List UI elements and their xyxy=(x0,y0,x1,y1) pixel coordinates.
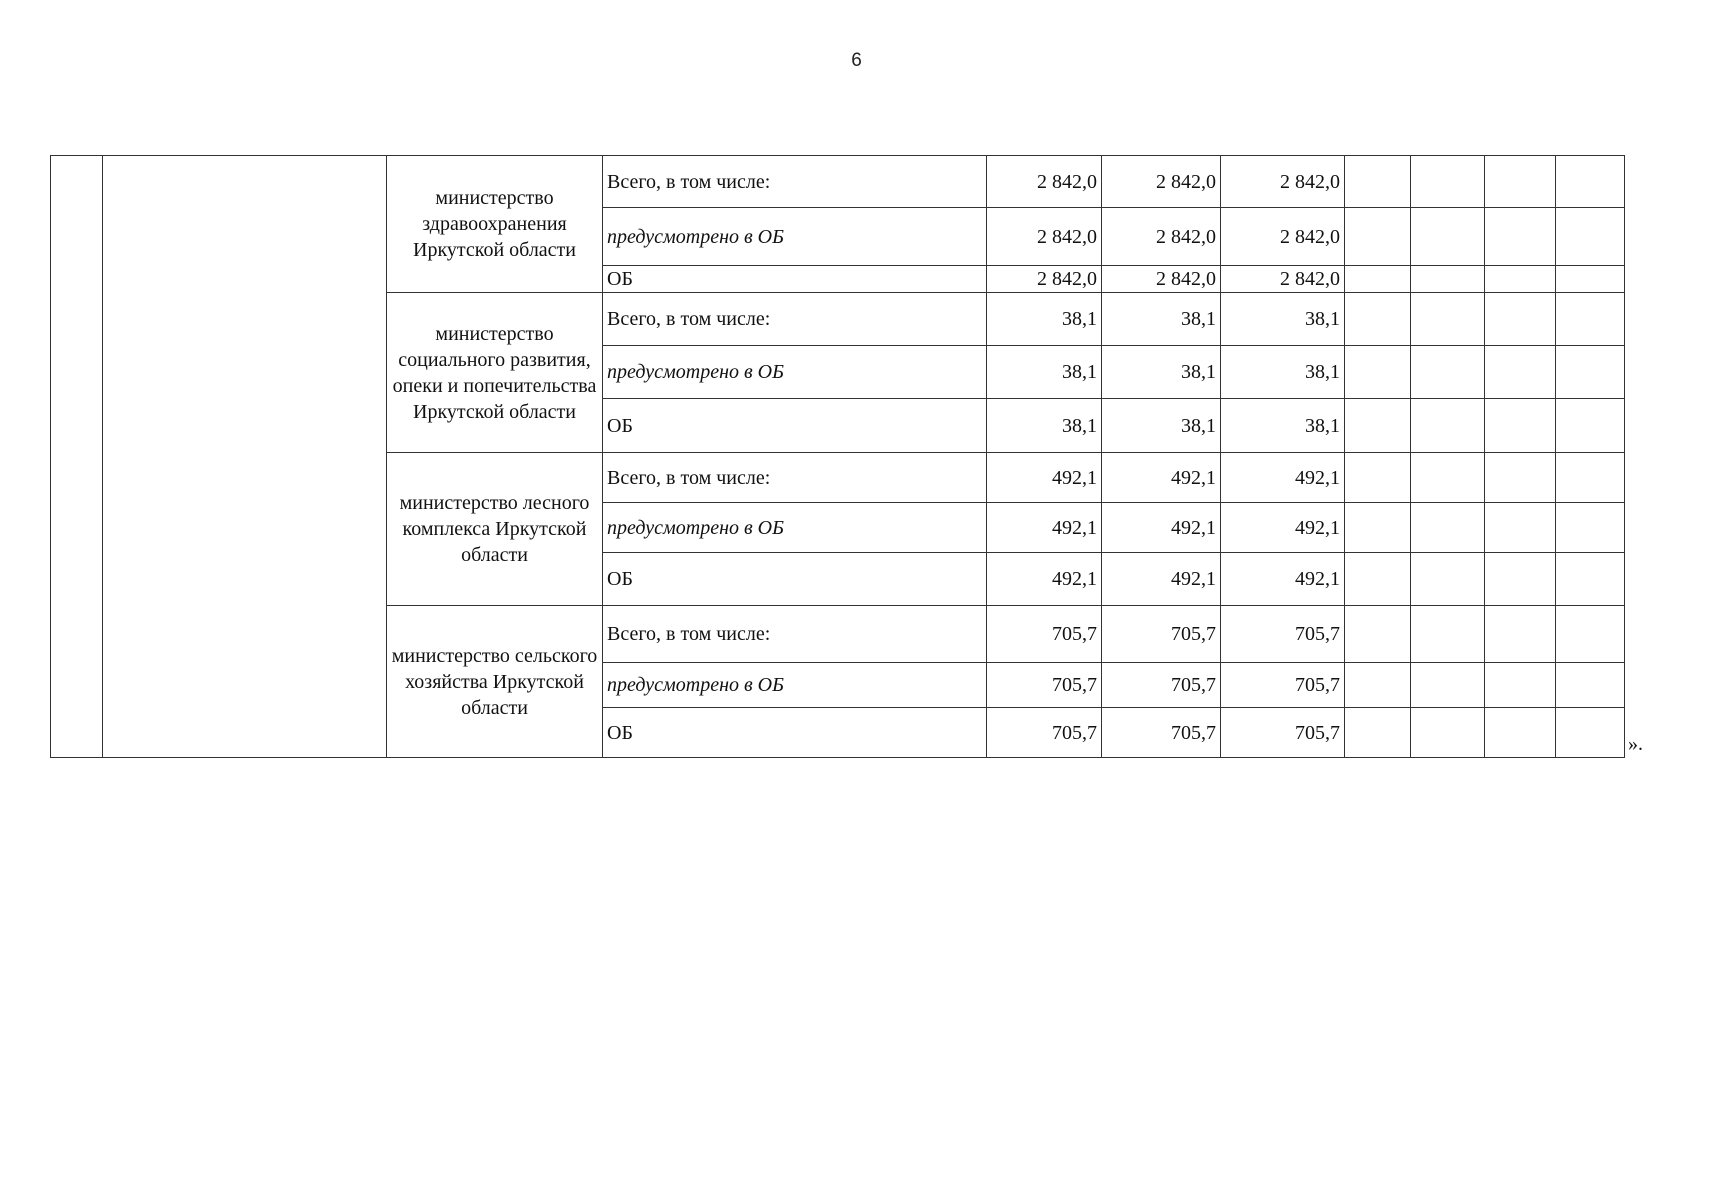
empty-cell xyxy=(1556,266,1625,293)
row-label: предусмотрено в ОБ xyxy=(603,663,987,708)
value-cell: 2 842,0 xyxy=(1102,266,1221,293)
value-cell: 38,1 xyxy=(1102,346,1221,399)
empty-cell xyxy=(1411,293,1485,346)
value-cell: 38,1 xyxy=(987,399,1102,453)
org-cell: министерство здравоохранения Иркутской области xyxy=(387,156,603,293)
org-cell: министерство лесного комплекса Иркутской области xyxy=(387,453,603,606)
value-cell: 2 842,0 xyxy=(987,266,1102,293)
empty-cell xyxy=(1411,208,1485,266)
blank-column-number xyxy=(51,156,103,758)
empty-cell xyxy=(1345,156,1411,208)
empty-cell xyxy=(1556,708,1625,758)
org-cell: министерство сельского хозяйства Иркутской области xyxy=(387,606,603,758)
value-cell: 492,1 xyxy=(1221,553,1345,606)
table-row xyxy=(51,156,1625,208)
value-cell: 38,1 xyxy=(987,346,1102,399)
empty-cell xyxy=(1485,208,1556,266)
value-cell: 38,1 xyxy=(1221,346,1345,399)
value-cell: 705,7 xyxy=(1102,606,1221,663)
row-label: ОБ xyxy=(603,708,987,758)
empty-cell xyxy=(1411,606,1485,663)
org-cell: министерство социального развития, опеки и попечительства Иркутской области xyxy=(387,293,603,453)
empty-cell xyxy=(1345,503,1411,553)
value-cell: 705,7 xyxy=(1221,708,1345,758)
value-cell: 705,7 xyxy=(1102,663,1221,708)
empty-cell xyxy=(1345,553,1411,606)
empty-cell xyxy=(1556,346,1625,399)
empty-cell xyxy=(1485,553,1556,606)
empty-cell xyxy=(1556,293,1625,346)
empty-cell xyxy=(1411,663,1485,708)
row-label: предусмотрено в ОБ xyxy=(603,208,987,266)
row-label: ОБ xyxy=(603,553,987,606)
empty-cell xyxy=(1345,208,1411,266)
empty-cell xyxy=(1485,453,1556,503)
value-cell: 705,7 xyxy=(1221,663,1345,708)
row-label: Всего, в том числе: xyxy=(603,293,987,346)
row-label: Всего, в том числе: xyxy=(603,156,987,208)
value-cell: 2 842,0 xyxy=(1102,208,1221,266)
empty-cell xyxy=(1345,708,1411,758)
value-cell: 2 842,0 xyxy=(1102,156,1221,208)
value-cell: 492,1 xyxy=(987,503,1102,553)
value-cell: 2 842,0 xyxy=(987,156,1102,208)
closing-quote: ». xyxy=(1628,733,1643,755)
value-cell: 705,7 xyxy=(987,708,1102,758)
value-cell: 705,7 xyxy=(987,606,1102,663)
value-cell: 705,7 xyxy=(987,663,1102,708)
value-cell: 492,1 xyxy=(1221,453,1345,503)
value-cell: 2 842,0 xyxy=(987,208,1102,266)
empty-cell xyxy=(1411,553,1485,606)
value-cell: 705,7 xyxy=(1221,606,1345,663)
value-cell: 38,1 xyxy=(1221,399,1345,453)
value-cell: 38,1 xyxy=(1102,293,1221,346)
empty-cell xyxy=(1345,453,1411,503)
empty-cell xyxy=(1345,293,1411,346)
value-cell: 38,1 xyxy=(1221,293,1345,346)
value-cell: 492,1 xyxy=(1221,503,1345,553)
row-label: предусмотрено в ОБ xyxy=(603,503,987,553)
row-label: предусмотрено в ОБ xyxy=(603,346,987,399)
empty-cell xyxy=(1556,553,1625,606)
empty-cell xyxy=(1556,399,1625,453)
value-cell: 492,1 xyxy=(1102,453,1221,503)
empty-cell xyxy=(1485,663,1556,708)
empty-cell xyxy=(1556,156,1625,208)
empty-cell xyxy=(1556,208,1625,266)
value-cell: 492,1 xyxy=(987,553,1102,606)
blank-column-measure xyxy=(103,156,387,758)
empty-cell xyxy=(1556,663,1625,708)
value-cell: 2 842,0 xyxy=(1221,156,1345,208)
value-cell: 492,1 xyxy=(987,453,1102,503)
empty-cell xyxy=(1485,503,1556,553)
empty-cell xyxy=(1485,293,1556,346)
empty-cell xyxy=(1345,606,1411,663)
empty-cell xyxy=(1411,266,1485,293)
empty-cell xyxy=(1556,606,1625,663)
empty-cell xyxy=(1345,266,1411,293)
empty-cell xyxy=(1411,708,1485,758)
empty-cell xyxy=(1485,399,1556,453)
value-cell: 705,7 xyxy=(1102,708,1221,758)
empty-cell xyxy=(1411,156,1485,208)
empty-cell xyxy=(1345,346,1411,399)
empty-cell xyxy=(1345,399,1411,453)
value-cell: 492,1 xyxy=(1102,553,1221,606)
empty-cell xyxy=(1411,346,1485,399)
value-cell: 2 842,0 xyxy=(1221,208,1345,266)
empty-cell xyxy=(1485,266,1556,293)
value-cell: 38,1 xyxy=(987,293,1102,346)
value-cell: 492,1 xyxy=(1102,503,1221,553)
empty-cell xyxy=(1345,663,1411,708)
empty-cell xyxy=(1485,606,1556,663)
row-label: Всего, в том числе: xyxy=(603,453,987,503)
empty-cell xyxy=(1485,346,1556,399)
budget-table xyxy=(50,155,1625,758)
empty-cell xyxy=(1485,708,1556,758)
row-label: Всего, в том числе: xyxy=(603,606,987,663)
empty-cell xyxy=(1556,453,1625,503)
empty-cell xyxy=(1411,399,1485,453)
empty-cell xyxy=(1485,156,1556,208)
row-label: ОБ xyxy=(603,266,987,293)
empty-cell xyxy=(1556,503,1625,553)
empty-cell xyxy=(1411,453,1485,503)
value-cell: 2 842,0 xyxy=(1221,266,1345,293)
value-cell: 38,1 xyxy=(1102,399,1221,453)
row-label: ОБ xyxy=(603,399,987,453)
empty-cell xyxy=(1411,503,1485,553)
page-number: 6 xyxy=(851,50,862,71)
